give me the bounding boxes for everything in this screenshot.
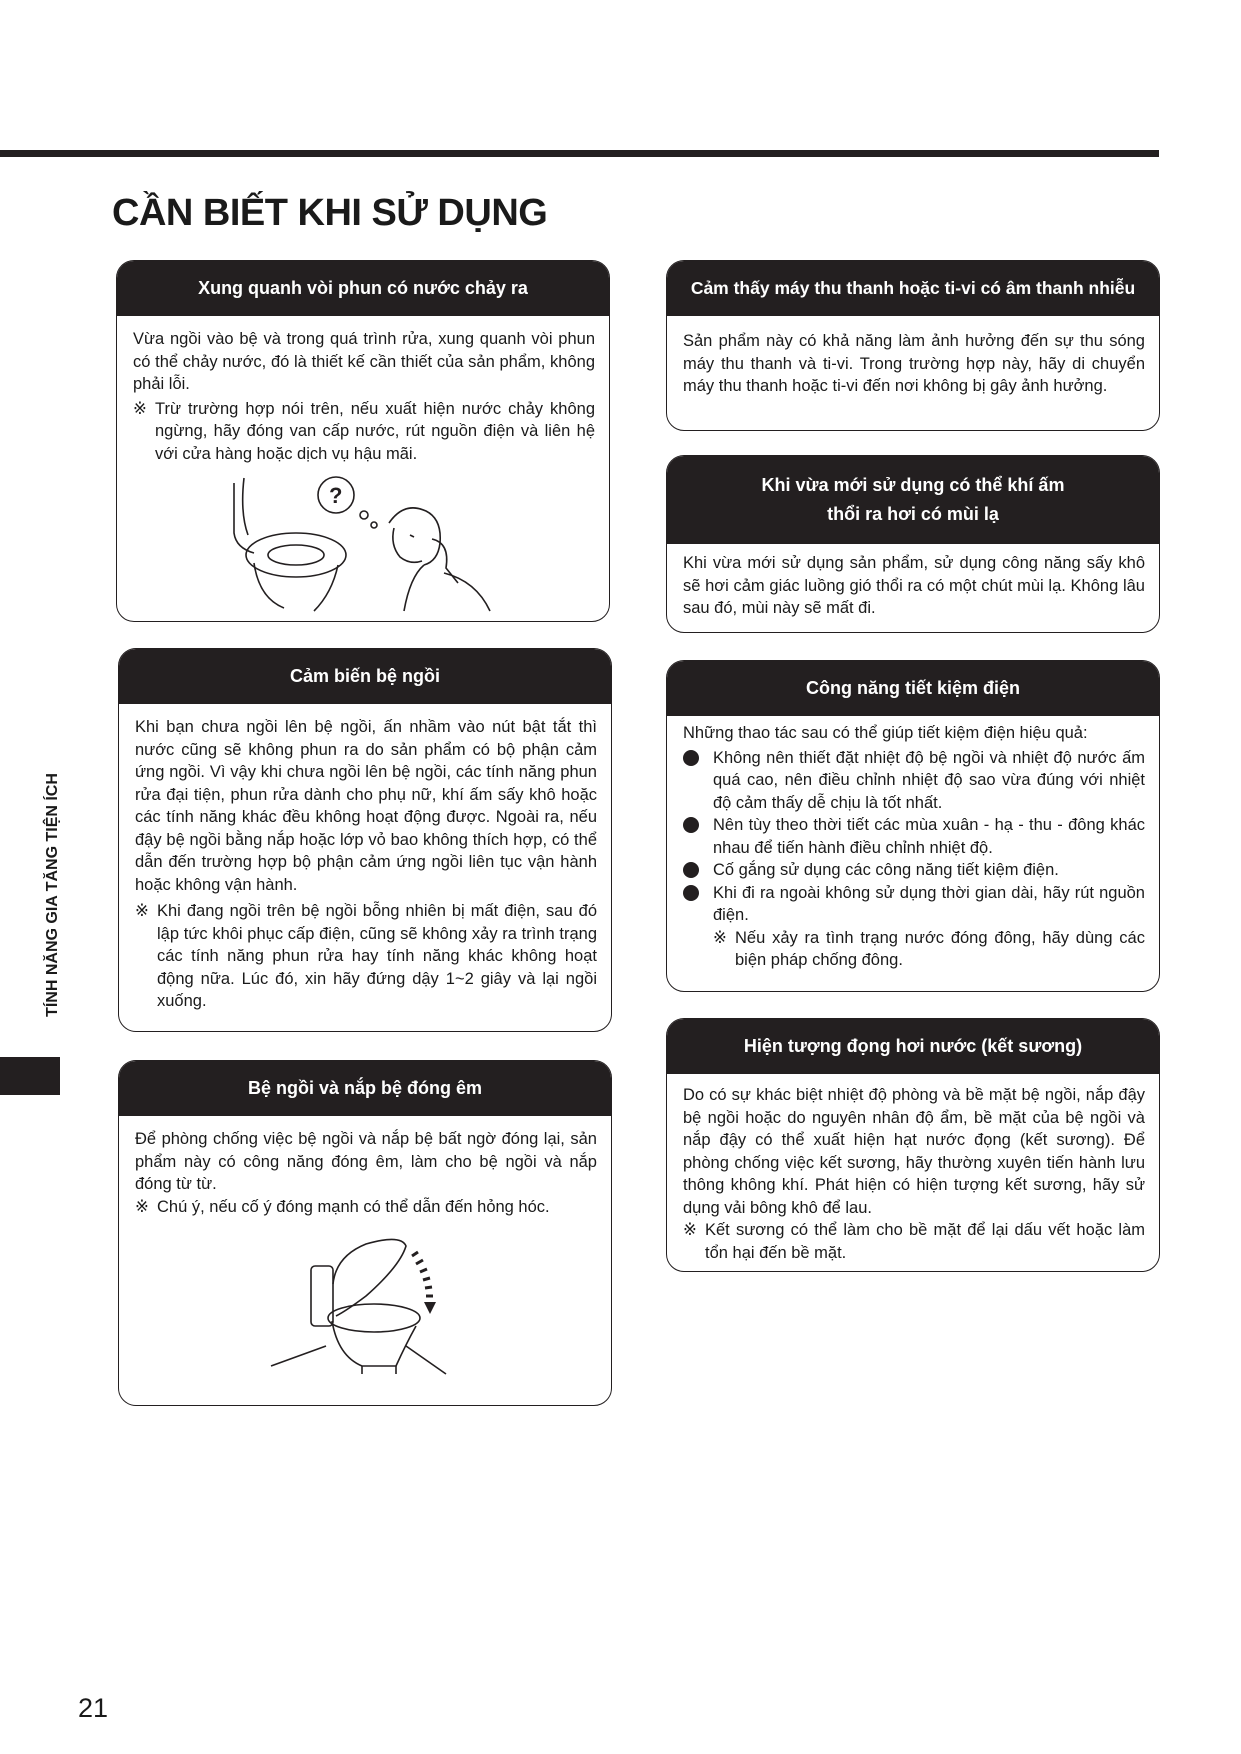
note-mark: ※ bbox=[713, 928, 727, 947]
bullet-dot-icon bbox=[683, 817, 699, 833]
card-nozzle-title: Xung quanh vòi phun có nước chảy ra bbox=[117, 261, 609, 316]
page-title: CẦN BIẾT KHI SỬ DỤNG bbox=[112, 192, 548, 234]
note-mark: ※ bbox=[135, 1197, 149, 1216]
card-nozzle-text: Vừa ngồi vào bệ và trong quá trình rửa, xung quanh vòi phun có thể chảy nước, đó là thiết kế cần thiết của sản phẩm, không phải lỗi. bbox=[133, 330, 595, 393]
card-condensation-text: Do có sự khác biệt nhiệt độ phòng và bề mặt bệ ngồi, nắp đậy bệ ngồi hoặc do nguyên nhân độ ẩm, bề mặt của bệ ngồi và nắp đậy có thể xuất hiện hạt nước đọng (kết sương). Để phòng chống việc kết sương, hãy thường xuyên tiến hành lưu thông không khí. Phát hiện có hiện tượng kết sương, hãy sử dụng vải bông khô để lau. bbox=[683, 1086, 1145, 1217]
svg-text:?: ? bbox=[329, 483, 343, 508]
card-odor-title-line1: Khi vừa mới sử dụng có thể khí ấm bbox=[761, 475, 1065, 495]
card-noise-text: Sản phẩm này có khả năng làm ảnh hưởng đến sự thu sóng máy thu thanh và ti-vi. Trong trường hợp này, hãy di chuyển máy thu thanh hoặc ti-vi đến nơi không bị gây ảnh hưởng. bbox=[683, 332, 1145, 395]
card-seat-sensor bbox=[118, 648, 612, 1032]
bullet-dot-icon bbox=[683, 862, 699, 878]
card-soft-close-note: Chú ý, nếu cố ý đóng mạnh có thể dẫn đến hỏng hóc. bbox=[157, 1197, 550, 1216]
energy-bullet-item: Nên tùy theo thời tiết các mùa xuân - hạ - thu - đông khác nhau để tiến hành điều chỉnh nhiệt độ. bbox=[683, 814, 1145, 859]
bullet-dot-icon bbox=[683, 885, 699, 901]
card-nozzle-water bbox=[116, 260, 610, 622]
card-soft-close-text: Để phòng chống việc bệ ngồi và nắp bệ bất ngờ đóng lại, sản phẩm này có công năng đóng êm, làm cho bệ ngồi và nắp đóng từ từ. bbox=[135, 1130, 597, 1193]
card-nozzle-note: Trừ trường hợp nói trên, nếu xuất hiện nước chảy không ngừng, hãy đóng van cấp nước, rút nguồn điện và liên hệ với cửa hàng hoặc dịch vụ hậu mãi. bbox=[155, 399, 595, 463]
card-soft-close bbox=[118, 1060, 612, 1406]
card-energy-saving bbox=[666, 660, 1160, 992]
card-condensation bbox=[666, 1018, 1160, 1272]
card-sensor-note: Khi đang ngồi trên bệ ngồi bỗng nhiên bị mất điện, sau đó lập tức khôi phục cấp điện, cũng sẽ không xảy ra trình trạng các tính năng phun rửa hay tính năng khác không hoạt động nữa. Lúc đó, xin hãy đứng dậy 1~2 giây và lại ngồi xuống. bbox=[157, 902, 597, 1010]
note-mark: ※ bbox=[683, 1221, 697, 1239]
bullet-dot-icon bbox=[683, 750, 699, 766]
card-energy-intro: Những thao tác sau có thể giúp tiết kiệm điện hiệu quả: bbox=[683, 724, 1088, 742]
top-rule bbox=[0, 150, 1159, 157]
card-condensation-note: Kết sương có thể làm cho bề mặt để lại dấu vết hoặc làm tổn hại đến bề mặt. bbox=[705, 1221, 1145, 1262]
side-tab-marker bbox=[0, 1057, 60, 1095]
page-number: 21 bbox=[78, 1693, 109, 1723]
card-sensor-title: Cảm biến bệ ngồi bbox=[119, 649, 611, 704]
card-warm-air-odor bbox=[666, 455, 1160, 633]
card-odor-title bbox=[667, 456, 1159, 544]
side-section-label: TÍNH NĂNG GIA TĂNG TIỆN ÍCH bbox=[44, 773, 61, 1017]
card-odor-title-line2: thổi ra hơi có mùi lạ bbox=[827, 504, 999, 524]
card-noise-title: Cảm thấy máy thu thanh hoặc ti-vi có âm thanh nhiễu bbox=[667, 261, 1159, 316]
note-mark: ※ bbox=[133, 399, 147, 418]
energy-bullet-item: Không nên thiết đặt nhiệt độ bệ ngồi và nhiệt độ nước ấm quá cao, nên điều chỉnh nhiệt độ sao vừa đúng với nhiệt độ cảm thấy dễ chịu là tốt nhất. bbox=[683, 747, 1145, 815]
card-odor-text: Khi vừa mới sử dụng sản phẩm, sử dụng công năng sấy khô sẽ hơi cảm giác luồng gió thổi ra có một chút mùi lạ. Không lâu sau đó, mùi này sẽ mất đi. bbox=[683, 554, 1145, 617]
card-radio-tv-noise bbox=[666, 260, 1160, 431]
card-soft-close-title: Bệ ngồi và nắp bệ đóng êm bbox=[119, 1061, 611, 1116]
card-energy-title: Công năng tiết kiệm điện bbox=[667, 661, 1159, 716]
toilet-lid-closing-illustration bbox=[266, 1226, 466, 1376]
energy-bullet-item: Cố gắng sử dụng các công năng tiết kiệm điện. bbox=[683, 859, 1145, 882]
card-energy-sub-note: Nếu xảy ra tình trạng nước đóng đông, hãy dùng các biện pháp chống đông. bbox=[735, 928, 1145, 969]
card-sensor-text: Khi bạn chưa ngồi lên bệ ngồi, ấn nhầm vào nút bật tắt thì nước cũng sẽ không phun ra do sản phẩm có bộ phận cảm ứng ngồi. Vì vậy khi chưa ngồi lên bệ ngồi, các tính năng phun rửa đại tiện, phun rửa dành cho phụ nữ, khí ấm sấy khô hoặc các tính năng khác đều không hoạt động được. Ngoài ra, nếu đậy bệ ngồi bằng nắp hoặc lớp vỏ bao không thích hợp, có thể dẫn đến trường hợp bộ phận cảm ứng ngồi liên tục vận hành hoặc không vận hành. bbox=[135, 718, 597, 894]
note-mark: ※ bbox=[135, 902, 149, 920]
energy-bullet-item: Khi đi ra ngoài không sử dụng thời gian dài, hãy rút nguồn điện. bbox=[683, 882, 1145, 927]
woman-looking-at-toilet-illustration bbox=[214, 473, 514, 613]
card-condensation-title: Hiện tượng đọng hơi nước (kết sương) bbox=[667, 1019, 1159, 1074]
